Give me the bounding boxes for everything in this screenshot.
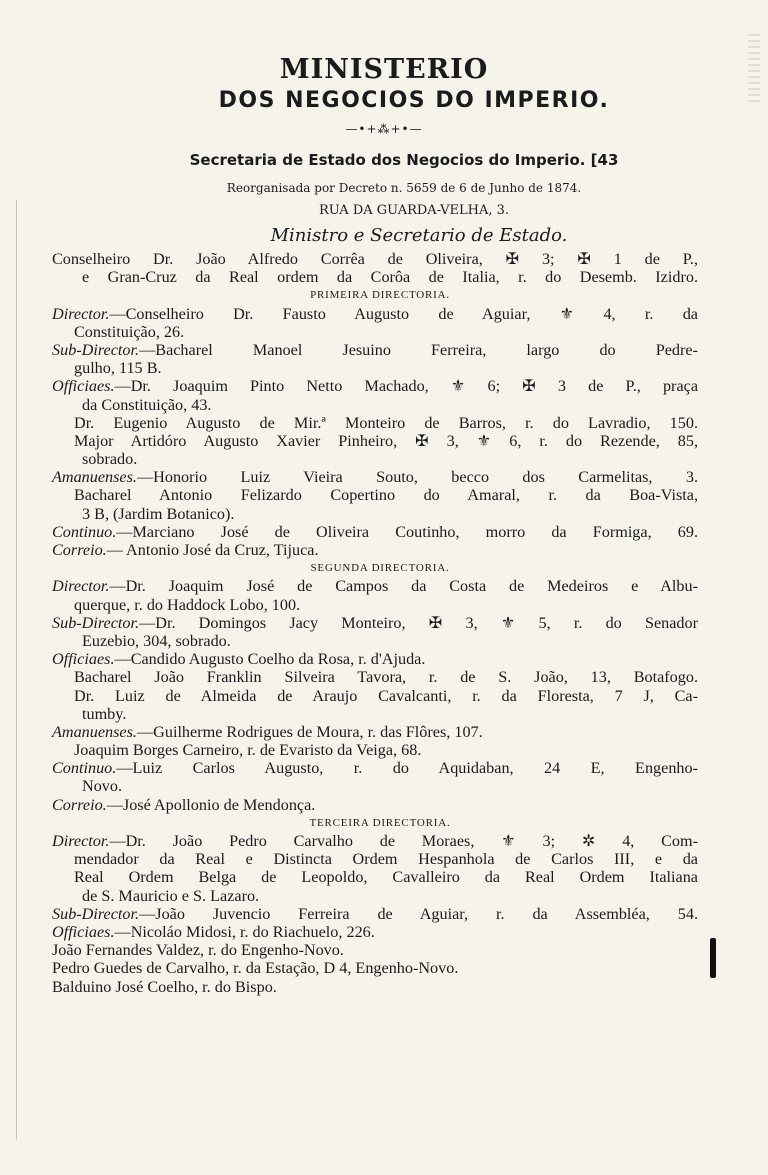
address-line: RUA DA GUARDA-VELHA, 3. (318, 203, 510, 218)
role-label: Continuo. (52, 522, 117, 541)
role-label: Amanuenses. (52, 722, 137, 741)
line-text: Major Artidóro Augusto Xavier Pinheiro, ✠ 3, ⚜ 6, r. do Rezende, 85, (74, 431, 698, 450)
text-line (62, 505, 698, 523)
line-text: Real Ordem Belga de Leopoldo, Cavalleiro da Real Ordem Italiana (74, 868, 698, 887)
page-edge-rule (16, 200, 17, 1140)
line-text: Dr. Eugenio Augusto de Mir.ª Monteiro de Barros, r. do Lavradio, 150. (74, 413, 698, 432)
decree-line: Reorganisada por Decreto n. 5659 de 6 de Junho de 1874. (226, 181, 582, 195)
text-line (62, 705, 698, 723)
text-line (62, 323, 698, 341)
line-text: de S. Mauricio e S. Lazaro. (82, 886, 260, 905)
text-line (62, 432, 698, 450)
text-line (52, 832, 698, 850)
line-text: 3 B, (Jardim Botanico). (82, 504, 235, 523)
text-line (52, 796, 698, 814)
role-label: Officiaes. (52, 922, 115, 941)
text-line (52, 577, 698, 595)
text-line (62, 741, 698, 759)
text-line (52, 759, 698, 777)
role-label: Director. (52, 832, 110, 850)
line-text: —Dr. Joaquim Pinto Netto Machado, ⚜ 6; ✠ 3 de P., praça (114, 377, 698, 396)
section-heading (62, 814, 698, 832)
text-line (62, 359, 698, 377)
minister-heading: Ministro e Secretario de Estado. (270, 225, 568, 246)
role-label: Sub-Director. (52, 904, 140, 923)
line-text: —Dr. Domingos Jacy Monteiro, ✠ 3, ⚜ 5, r. do Senador (139, 613, 698, 632)
line-text: Bacharel Antonio Felizardo Copertino do Amaral, r. da Boa-Vista, (74, 486, 698, 505)
line-text: SEGUNDA DIRECTORIA. (310, 562, 450, 575)
line-text: sobrado. (82, 450, 138, 469)
text-line (52, 250, 698, 268)
text-line (52, 341, 698, 359)
line-text: e Gran-Cruz da Real ordem da Corôa de Italia, r. do Desemb. Izidro. (82, 268, 698, 287)
line-text: —Luiz Carlos Augusto, r. do Aquidaban, 24 E, Engenho- (116, 759, 698, 778)
text-line (62, 868, 698, 886)
text-line (52, 377, 698, 395)
line-text: querque, r. do Haddock Lobo, 100. (74, 595, 301, 614)
role-label: Continuo. (52, 759, 117, 778)
role-label: Correio. (52, 795, 107, 814)
role-label: Director. (52, 577, 110, 596)
role-label: Sub-Director. (52, 340, 140, 359)
role-label: Officiaes. (52, 377, 115, 396)
secretaria-heading: Secretaria de Estado dos Negocios do Imperio. [43 (189, 151, 619, 169)
line-text: Bacharel João Franklin Silveira Tavora, r. de S. João, 13, Botafogo. (74, 668, 698, 687)
line-text: —Candido Augusto Coelho da Rosa, r. d'Ajuda. (114, 650, 426, 669)
line-text: Pedro Guedes de Carvalho, r. da Estação, D 4, Engenho-Novo. (52, 959, 459, 978)
line-text: —Conselheiro Dr. Fausto Augusto de Aguiar, ⚜ 4, r. da (109, 304, 698, 323)
line-text: —Bacharel Manoel Jesuino Ferreira, largo do Pedre- (139, 340, 698, 359)
role-label: Amanuenses. (52, 468, 137, 487)
ornament-divider: —•+⁂+•— (345, 122, 423, 136)
line-text: Joaquim Borges Carneiro, r. de Evaristo da Veiga, 68. (74, 741, 422, 760)
line-text: Conselheiro Dr. João Alfredo Corrêa de Oliveira, ✠ 3; ✠ 1 de P., (52, 250, 698, 268)
role-label: Director. (52, 304, 110, 323)
line-text: PRIMEIRA DIRECTORIA. (310, 289, 450, 302)
directory-listing (52, 250, 698, 996)
text-line (62, 450, 698, 468)
role-label: Sub-Director. (52, 613, 140, 632)
text-line (62, 777, 698, 795)
text-line (62, 268, 698, 286)
text-line (52, 959, 698, 977)
line-text: João Fernandes Valdez, r. do Engenho-Novo. (52, 941, 344, 960)
text-line (62, 687, 698, 705)
line-text: —Guilherme Rodrigues de Moura, r. das Flôres, 107. (136, 722, 483, 741)
line-text: Euzebio, 304, sobrado. (82, 631, 231, 650)
text-line (52, 723, 698, 741)
text-line (52, 614, 698, 632)
text-line (52, 650, 698, 668)
line-text: mendador da Real e Distincta Ordem Hespanhola de Carlos III, e da (74, 850, 698, 869)
line-text: —Dr. João Pedro Carvalho de Moraes, ⚜ 3; ✲ 4, Com- (109, 832, 698, 850)
line-text: tumby. (82, 704, 127, 723)
text-line (62, 414, 698, 432)
line-text: gulho, 115 B. (74, 359, 162, 378)
line-text: Novo. (82, 777, 123, 796)
text-line (62, 486, 698, 504)
text-line (52, 541, 698, 559)
text-line (52, 523, 698, 541)
role-label: Officiaes. (52, 650, 115, 669)
line-text: Balduino José Coelho, r. do Bispo. (52, 977, 277, 996)
line-text: da Constituição, 43. (82, 395, 212, 414)
text-line (62, 850, 698, 868)
line-text: —Dr. Joaquim José de Campos da Costa de Medeiros e Albu- (109, 577, 698, 596)
line-text: —José Apollonio de Mendonça. (106, 795, 316, 814)
text-line (62, 396, 698, 414)
text-line (52, 468, 698, 486)
text-line (62, 887, 698, 905)
line-text: —Honorio Luiz Vieira Souto, becco dos Carmelitas, 3. (136, 468, 698, 487)
text-line (62, 596, 698, 614)
text-line (52, 978, 698, 996)
page-subtitle: DOS NEGOCIOS DO IMPERIO. (218, 88, 610, 113)
line-text: Constituição, 26. (74, 322, 185, 341)
section-heading (62, 286, 698, 304)
text-line (62, 632, 698, 650)
section-heading (62, 559, 698, 577)
line-text: Dr. Luiz de Almeida de Araujo Cavalcanti, r. da Floresta, 7 J, Ca- (74, 686, 698, 705)
line-text: —João Juvencio Ferreira de Aguiar, r. da Assembléa, 54. (139, 904, 698, 923)
text-line (52, 923, 698, 941)
ink-mark (710, 938, 716, 978)
line-text: —Nicoláo Midosi, r. do Riachuelo, 226. (114, 922, 375, 941)
line-text: TERCEIRA DIRECTORIA. (309, 816, 451, 829)
text-line (52, 941, 698, 959)
line-text: — Antonio José da Cruz, Tijuca. (106, 541, 319, 559)
text-line (52, 305, 698, 323)
text-line (52, 905, 698, 923)
text-line (62, 668, 698, 686)
role-label: Correio. (52, 541, 107, 559)
page-title: MINISTERIO (279, 54, 489, 85)
line-text: —Marciano José de Oliveira Coutinho, morro da Formiga, 69. (116, 522, 698, 541)
